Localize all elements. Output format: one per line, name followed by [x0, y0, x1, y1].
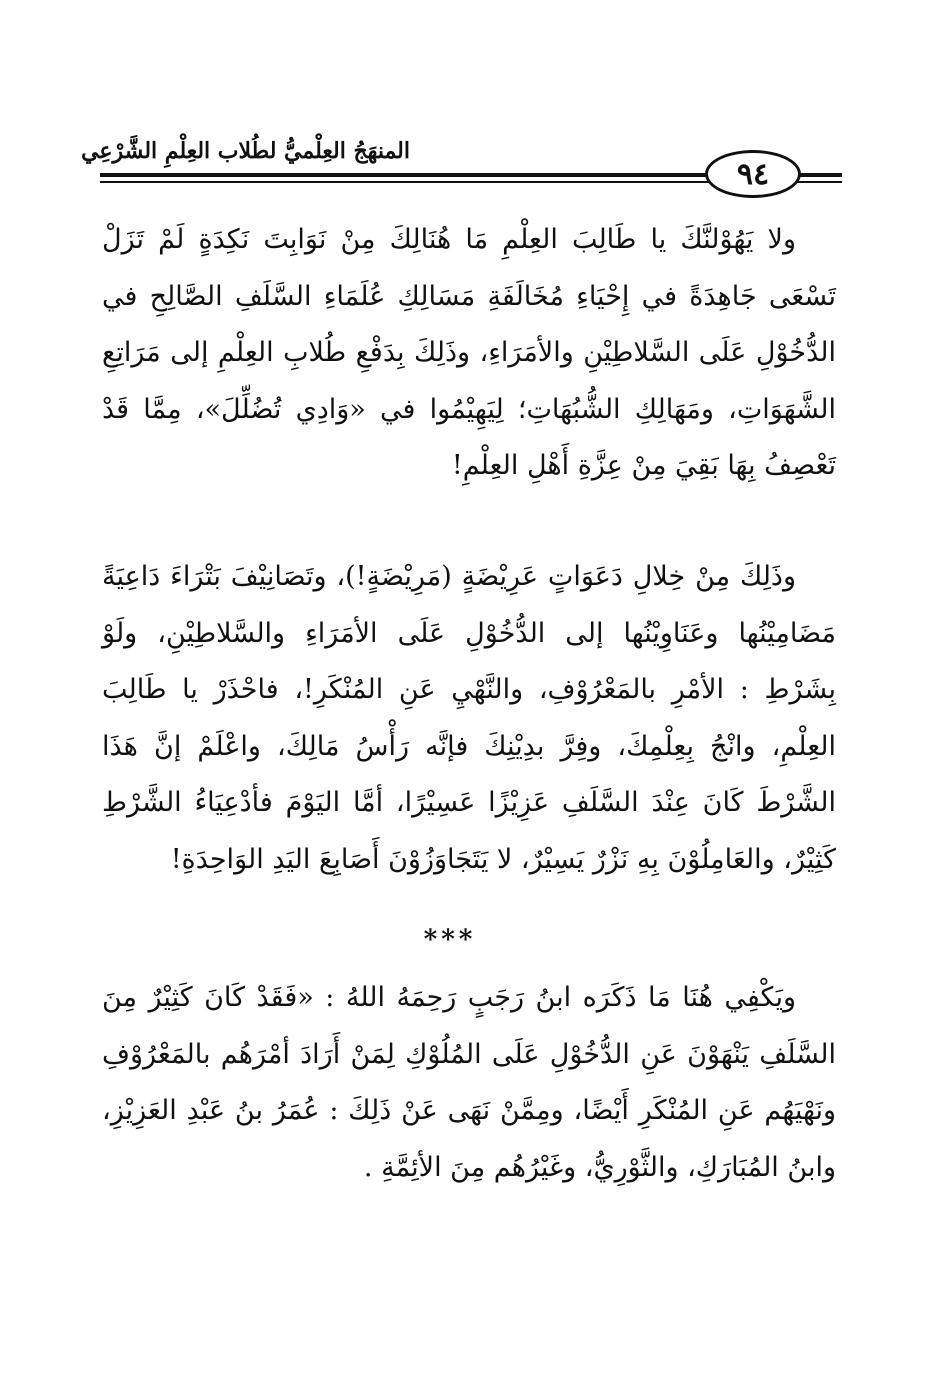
paragraph-2: وذَلِكَ مِنْ خِلالِ دَعَوَاتٍ عَرِيْضَةٍ (مَرِيْضَةٍ!)، وتَصَانِيْفَ بَتْرَاءَ دَاعِيَةً مَضَامِيْنُها وعَنَاوِيْنُها إلى الدُّخُوْلِ عَلَى الأمَرَاءِ والسَّلاطِيْنِ، ولَوْ بِشَرْطِ : الأمْرِ بالمَعْرُوْفِ، والنَّهْيِ عَنِ المُنْكَرِ!، فاحْذَرْ يا طَالِبَ العِلْمِ، وانْجُ بِعِلْمِكَ، وفِرَّ بدِيْنِكَ فإنَّه رَأْسُ مَالِكَ، واعْلَمْ إنَّ هَذَا الشَّرْطَ كَانَ عِنْدَ السَّلَفِ عَزِيْزًا عَسِيْرًا، أمَّا اليَوْمَ فأدْعِيَاءُ الشَّرْطِ كَثِيْرٌ، والعَامِلُوْنَ بِهِ نَزْرٌ يَسِيْرٌ، لا يَتَجَاوَزُوْنَ أَصَابِعَ اليَدِ الوَاحِدَةِ!: [102, 561, 836, 875]
page-number: ٩٤: [736, 156, 770, 192]
paragraph-1: ولا يَهُوْلنَّكَ يا طَالِبَ العِلْمِ مَا هُنَالِكَ مِنْ نَوَابِتَ نَكِدَةٍ لَمْ تَزَلْ تَسْعَى جَاهِدَةً في إِحْيَاءِ مُخَالَفَةِ مَسَالِكِ عُلَمَاءِ السَّلَفِ الصَّالِحِ في الدُّخُوْلِ عَلَى السَّلاطِيْنِ والأمَرَاءِ، وذَلِكَ بِدَفْعِ طُلابِ العِلْمِ إلى مَرَاتِعِ الشَّهَوَاتِ، ومَهَالِكِ الشُّبُهَاتِ؛ لِيَهِيْمُوا في «وَادِي تُضُلِّلَ»، مِمَّا قَدْ تَعْصِفُ بِهَا بَقِيَ مِنْ عِزَّةِ أَهْلِ العِلْمِ!: [102, 224, 836, 481]
page-number-badge: [705, 150, 801, 198]
running-title: المنهَجُ العِلْميُّ لطُلاب العِلْمِ الشَّرْعِي: [81, 138, 410, 164]
paragraph-3: ويَكْفِي هُنَا مَا ذَكَرَه ابنُ رَجَبٍ رَحِمَهُ اللهُ : «فَقَدْ كَانَ كَثِيْرٌ مِنَ السَّلَفِ يَنْهَوْنَ عَنِ الدُّخُوْلِ عَلَى المُلُوْكِ لِمَنْ أَرَادَ أمْرَهُم بالمَعْرُوْفِ ونَهْيَهُم عَنِ المُنْكَرِ أَيْضًا، ومِمَّنْ نَهَى عَنْ ذَلِكَ : عُمَرُ بنُ عَبْدِ العَزِيْزِ، وابنُ المُبَارَكِ، والثَّوْرِيُّ، وغَيْرُهُم مِنَ الأئِمَّةِ .: [102, 982, 836, 1183]
section-separator: ***: [423, 925, 477, 955]
